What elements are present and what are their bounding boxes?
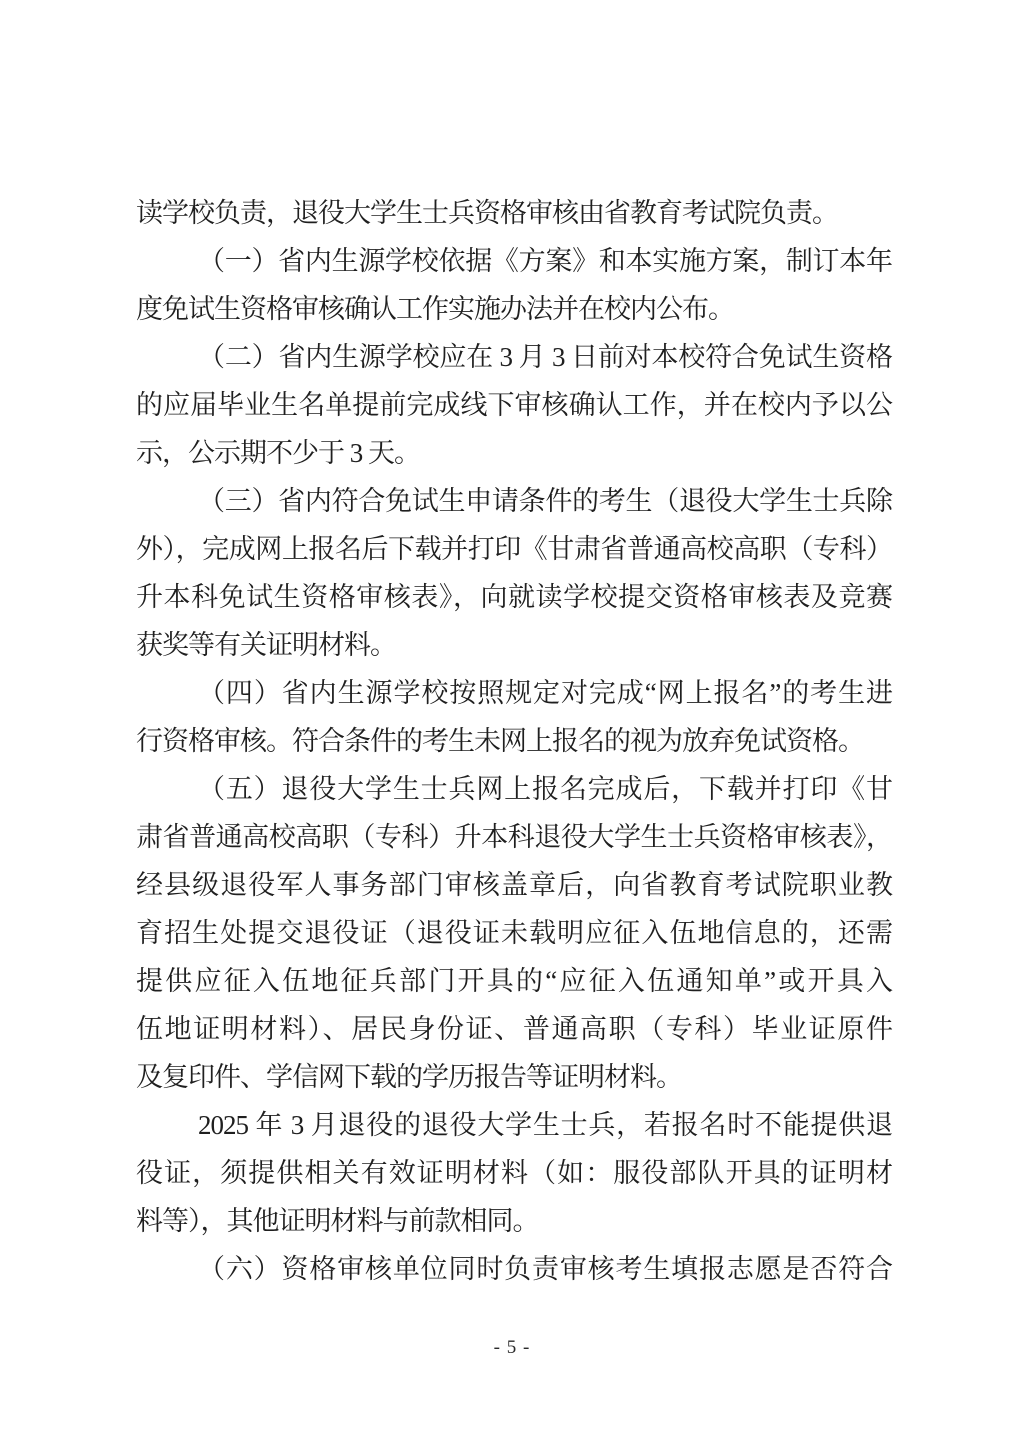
text-line: 经县级退役军人事务部门审核盖章后，向省教育考试院职业教: [136, 870, 892, 900]
text-line: （四）省内生源学校按照规定对完成“网上报名”的考生进: [198, 678, 892, 708]
text-line: 的应届毕业生名单提前完成线下审核确认工作，并在校内予以公: [136, 390, 892, 420]
page-number: - 5 -: [493, 1337, 531, 1358]
text-line: 外），完成网上报名后下载并打印《甘肃省普通高校高职（专科）: [136, 534, 892, 564]
text-line: 役证，须提供相关有效证明材料（如：服役部队开具的证明材: [136, 1158, 892, 1188]
text-line: （三）省内符合免试生申请条件的考生（退役大学生士兵除: [198, 486, 892, 516]
text-line: （二）省内生源学校应在 3 月 3 日前对本校符合免试生资格: [198, 342, 892, 372]
text-line: 升本科免试生资格审核表》，向就读学校提交资格审核表及竞赛: [136, 582, 892, 612]
text-line: 伍地证明材料）、居民身份证、普通高职（专科）毕业证原件: [136, 1014, 892, 1044]
text-line: 行资格审核。符合条件的考生未网上报名的视为放弃免试资格。: [136, 726, 864, 756]
text-line: （五）退役大学生士兵网上报名完成后，下载并打印《甘: [198, 774, 892, 804]
document-body: [136, 189, 892, 1293]
text-line: 示，公示期不少于 3 天。: [136, 438, 420, 468]
text-line: 获奖等有关证明材料。: [136, 630, 396, 660]
text-line: 读学校负责，退役大学生士兵资格审核由省教育考试院负责。: [136, 198, 838, 228]
text-line: （一）省内生源学校依据《方案》和本实施方案，制订本年: [198, 246, 892, 276]
text-line: 提供应征入伍地征兵部门开具的“应征入伍通知单”或开具入: [136, 966, 892, 996]
text-line: 料等），其他证明材料与前款相同。: [136, 1206, 539, 1236]
text-line: 度免试生资格审核确认工作实施办法并在校内公布。: [136, 294, 734, 324]
text-line: 肃省普通高校高职（专科）升本科退役大学生士兵资格审核表》，: [136, 822, 892, 852]
text-line: 育招生处提交退役证（退役证未载明应征入伍地信息的，还需: [136, 918, 892, 948]
text-line: （六）资格审核单位同时负责审核考生填报志愿是否符合: [198, 1254, 892, 1284]
text-line: 及复印件、学信网下载的学历报告等证明材料。: [136, 1062, 682, 1092]
text-line: 2025 年 3 月退役的退役大学生士兵，若报名时不能提供退: [198, 1110, 892, 1140]
